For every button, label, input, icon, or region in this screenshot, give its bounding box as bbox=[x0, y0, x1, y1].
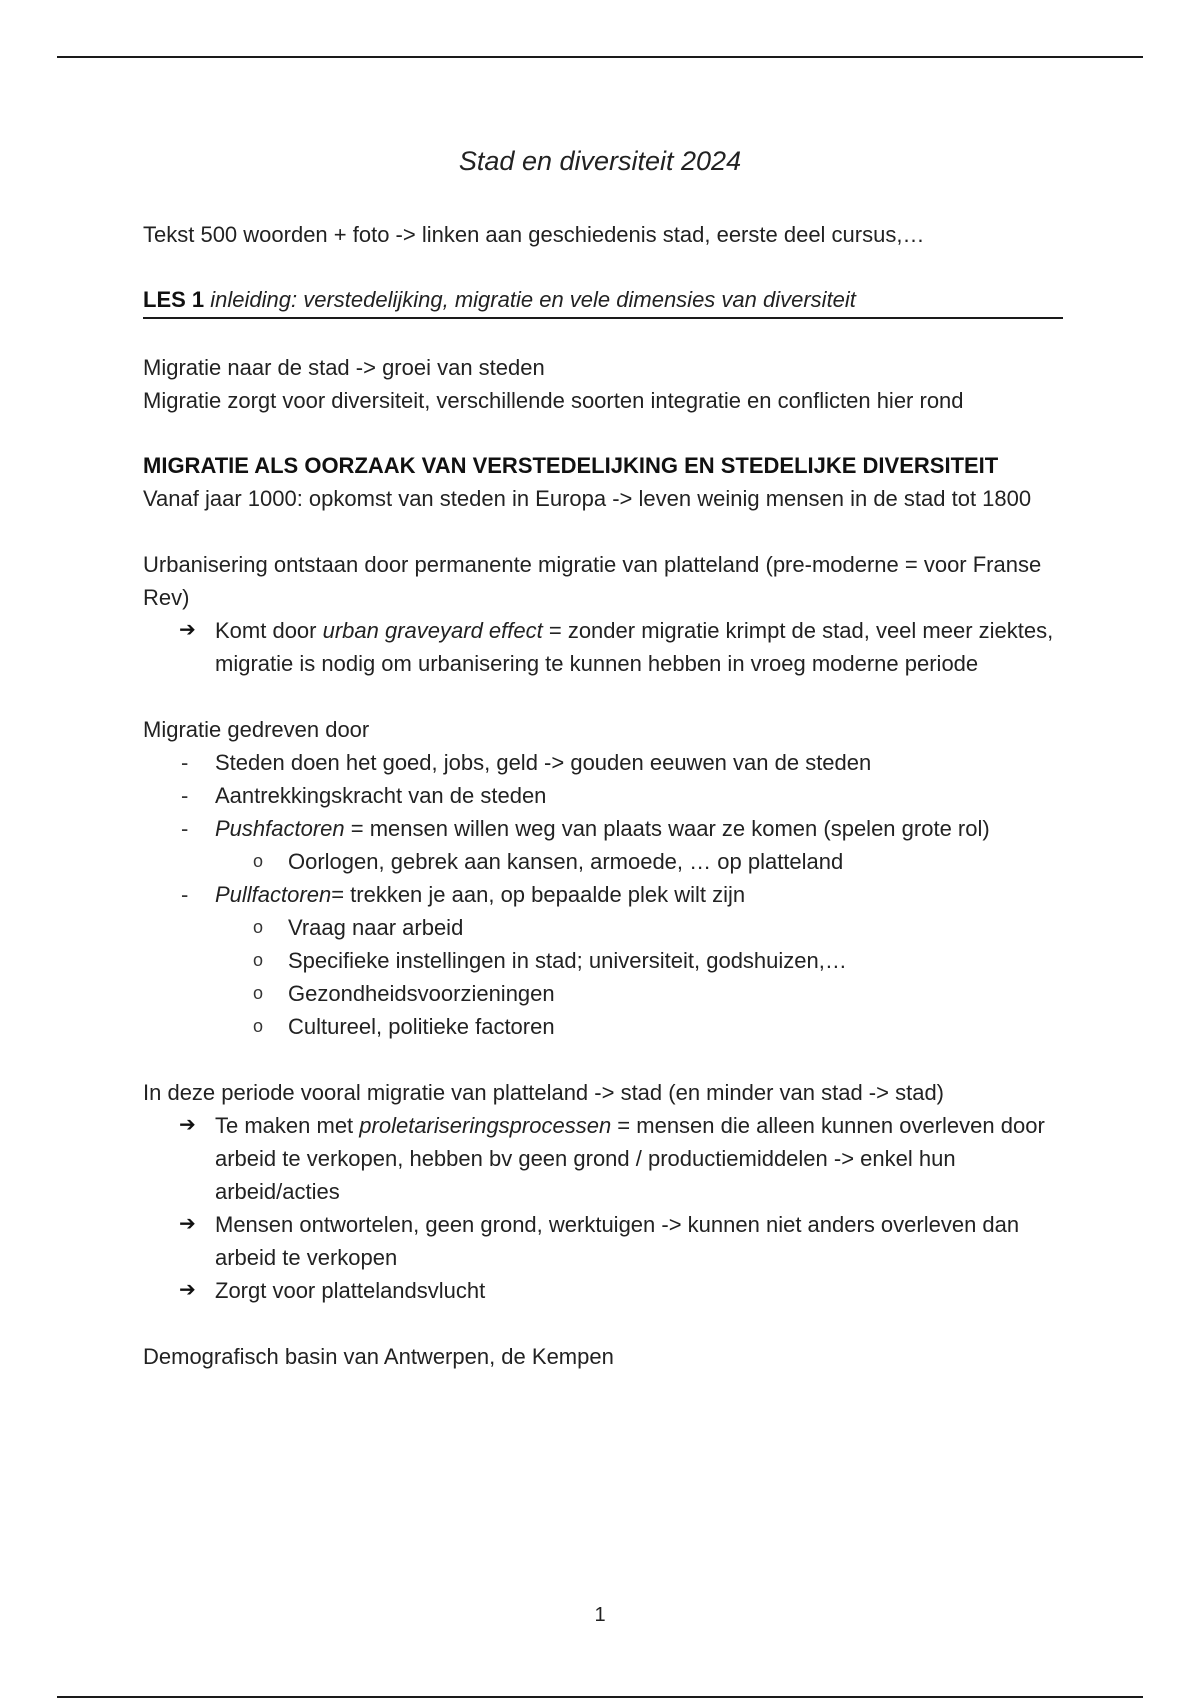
vanaf-paragraph: Vanaf jaar 1000: opkomst van steden in Europa -> leven weinig mensen in de stad tot 1800 bbox=[143, 486, 1032, 511]
demografisch-paragraph: Demografisch basin van Antwerpen, de Kempen bbox=[143, 1344, 614, 1369]
list-item: o Oorlogen, gebrek aan kansen, armoede, … op platteland bbox=[215, 845, 1063, 878]
drivers-list bbox=[143, 746, 1063, 1043]
urbanisering-arrow-list bbox=[143, 614, 1063, 680]
dash-bullet: - bbox=[181, 783, 189, 808]
document-body bbox=[143, 218, 1063, 1373]
page-title: Stad en diversiteit 2024 bbox=[458, 146, 742, 176]
list-item: ➔ Mensen ontwortelen, geen grond, werktuigen -> kunnen niet anders overleven dan arbeid te verkopen bbox=[143, 1208, 1063, 1274]
dash-bullet: - bbox=[181, 750, 189, 775]
footer-rule bbox=[57, 1696, 1143, 1698]
intro-paragraph: Tekst 500 woorden + foto -> linken aan geschiedenis stad, eerste deel cursus,… bbox=[143, 222, 925, 247]
circle-bullet: o bbox=[253, 851, 264, 871]
migration-line-1: Migratie naar de stad -> groei van steden bbox=[143, 355, 545, 380]
list-item: - Steden doen het goed, jobs, geld -> gouden eeuwen van de steden bbox=[143, 746, 1063, 779]
circle-bullet: o bbox=[253, 1016, 264, 1036]
lesson-label: LES 1 bbox=[143, 287, 205, 312]
list-item: ➔ Komt door urban graveyard effect = zonder migratie krimpt de stad, veel meer ziektes, migratie is nodig om urbanisering te kunnen hebben in vroeg moderne periode bbox=[143, 614, 1063, 680]
arrow-icon: ➔ bbox=[179, 1279, 196, 1301]
page-number: 1 bbox=[594, 1604, 606, 1626]
term-proletarisering: proletariseringsprocessen bbox=[359, 1113, 612, 1138]
arrow-icon: ➔ bbox=[179, 1114, 196, 1136]
arrow-icon: ➔ bbox=[179, 619, 196, 641]
section-heading: MIGRATIE ALS OORZAAK VAN VERSTEDELIJKING EN STEDELIJKE DIVERSITEIT bbox=[143, 453, 999, 478]
circle-bullet: o bbox=[253, 950, 264, 970]
list-item: ➔ Zorgt voor plattelandsvlucht bbox=[143, 1274, 1063, 1307]
dash-bullet: - bbox=[181, 882, 189, 907]
circle-bullet: o bbox=[253, 983, 264, 1003]
list-item: o Cultureel, politieke factoren bbox=[215, 1010, 1063, 1043]
pull-sublist bbox=[215, 911, 1063, 1043]
header-rule bbox=[57, 56, 1143, 58]
list-item: - Aantrekkingskracht van de steden bbox=[143, 779, 1063, 812]
migration-line-2: Migratie zorgt voor diversiteit, verschillende soorten integratie en conflicten hier rond bbox=[143, 388, 964, 413]
dash-bullet: - bbox=[181, 816, 189, 841]
push-sublist bbox=[215, 845, 1063, 878]
periode-paragraph: In deze periode vooral migratie van platteland -> stad (en minder van stad -> stad) bbox=[143, 1080, 945, 1105]
list-item: o Vraag naar arbeid bbox=[215, 911, 1063, 944]
term-pullfactoren: Pullfactoren bbox=[215, 882, 332, 907]
term-urban-graveyard: urban graveyard effect bbox=[322, 618, 543, 643]
term-pushfactoren: Pushfactoren bbox=[215, 816, 345, 841]
circle-bullet: o bbox=[253, 917, 264, 937]
urbanisering-paragraph: Urbanisering ontstaan door permanente migratie van platteland (pre-moderne = voor Franse Rev) bbox=[143, 552, 1042, 610]
periode-arrow-list bbox=[143, 1109, 1063, 1307]
lesson-heading bbox=[143, 283, 1063, 319]
list-item: - Pushfactoren = mensen willen weg van plaats waar ze komen (spelen grote rol) o Oorlogen, gebrek aan kansen, armoede, … op platteland bbox=[143, 812, 1063, 878]
arrow-icon: ➔ bbox=[179, 1213, 196, 1235]
list-item: o Specifieke instellingen in stad; universiteit, godshuizen,… bbox=[215, 944, 1063, 977]
lesson-subtitle: inleiding: verstedelijking, migratie en vele dimensies van diversiteit bbox=[210, 287, 856, 312]
list-item: - Pullfactoren= trekken je aan, op bepaalde plek wilt zijn o Vraag naar arbeid o Specifieke instellingen in stad; universiteit, godshuizen,… o Gezondheidsvoorzieningen o Cultureel, politieke factoren bbox=[143, 878, 1063, 1043]
list-item: ➔ Te maken met proletariseringsprocessen = mensen die alleen kunnen overleven door arbeid te verkopen, hebben bv geen grond / productiemiddelen -> enkel hun arbeid/acties bbox=[143, 1109, 1063, 1208]
drivers-intro: Migratie gedreven door bbox=[143, 717, 370, 742]
list-item: o Gezondheidsvoorzieningen bbox=[215, 977, 1063, 1010]
